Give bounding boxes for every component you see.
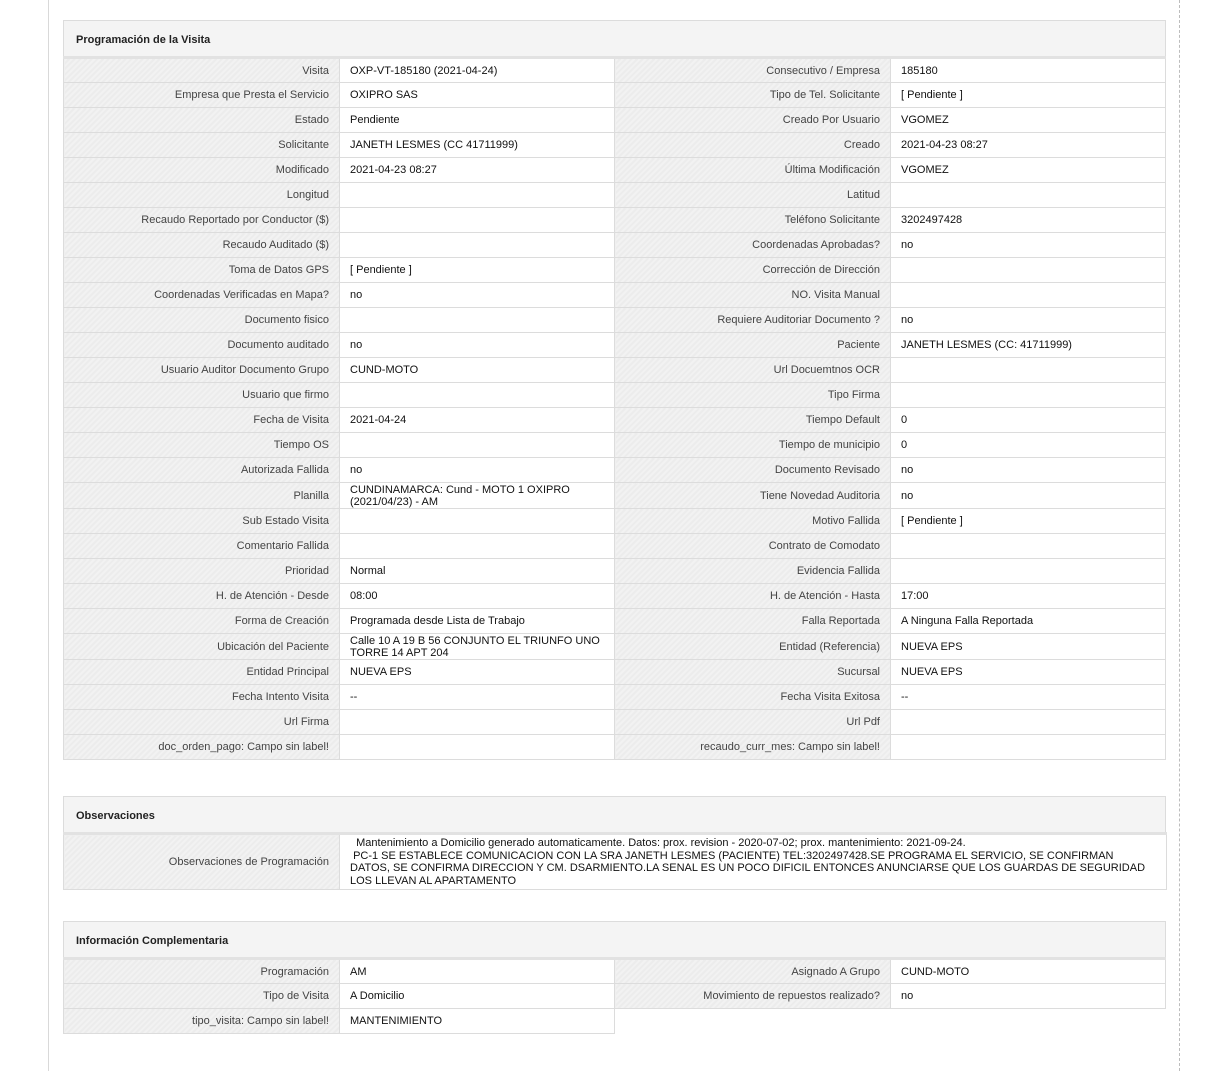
field-label: Teléfono Solicitante: [615, 208, 891, 233]
field-label: Evidencia Fallida: [615, 559, 891, 584]
field-value: no: [891, 483, 1166, 509]
empty-cell: [615, 1009, 891, 1034]
table-row: [64, 609, 1166, 634]
field-label: Tipo de Tel. Solicitante: [615, 83, 891, 108]
field-value: AM: [340, 959, 615, 984]
field-value: no: [891, 233, 1166, 258]
field-value: CUNDINAMARCA: Cund - MOTO 1 OXIPRO (2021/04/23) - AM: [340, 483, 615, 509]
table-row: [64, 660, 1166, 685]
table-row: [64, 1009, 1166, 1034]
field-value: OXIPRO SAS: [340, 83, 615, 108]
field-value: 185180: [891, 58, 1166, 83]
informacion-complementaria-section: [63, 921, 1166, 1034]
field-label: Empresa que Presta el Servicio: [64, 83, 340, 108]
field-label: Solicitante: [64, 133, 340, 158]
table-row: [64, 383, 1166, 408]
empty-cell: [891, 1009, 1166, 1034]
field-label: tipo_visita: Campo sin label!: [64, 1009, 340, 1034]
field-label: Usuario Auditor Documento Grupo: [64, 358, 340, 383]
field-label: Comentario Fallida: [64, 534, 340, 559]
section-title: Observaciones: [76, 809, 155, 822]
table-row: [64, 984, 1166, 1009]
field-label: Toma de Datos GPS: [64, 258, 340, 283]
table-row: [64, 358, 1166, 383]
field-value: [891, 534, 1166, 559]
field-label: Asignado A Grupo: [615, 959, 891, 984]
section-title: Información Complementaria: [76, 934, 229, 947]
field-value: no: [891, 458, 1166, 483]
field-label: Última Modificación: [615, 158, 891, 183]
field-label: Url Firma: [64, 710, 340, 735]
field-label: Falla Reportada: [615, 609, 891, 634]
table-row: [64, 433, 1166, 458]
field-value: no: [340, 333, 615, 358]
field-label: Programación: [64, 959, 340, 984]
field-value: [340, 710, 615, 735]
field-label: Creado Por Usuario: [615, 108, 891, 133]
field-value: OXP-VT-185180 (2021-04-24): [340, 58, 615, 83]
table-row: [64, 158, 1166, 183]
field-value: A Domicilio: [340, 984, 615, 1009]
field-label: Coordenadas Verificadas en Mapa?: [64, 283, 340, 308]
field-label: recaudo_curr_mes: Campo sin label!: [615, 735, 891, 760]
table-row: [64, 509, 1166, 534]
field-label: Documento Revisado: [615, 458, 891, 483]
field-label: Movimiento de repuestos realizado?: [615, 984, 891, 1009]
field-label: Observaciones de Programación: [64, 834, 340, 890]
field-value: [340, 233, 615, 258]
field-value: 2021-04-23 08:27: [340, 158, 615, 183]
observaciones-value: Mantenimiento a Domicilio generado automaticamente. Datos: prox. revision - 2020-07-02; prox. mantenimiento: 2021-09-24. PC-1 SE ESTABLECE COMUNICACION CON LA SRA JANETH LESMES (PACIENTE) TEL:3202497428.SE PROGRAMA EL SERVICIO, SE CONFIRMAN DATOS, SE CONFIRMA DIRECCION Y CM. DSARMIENTO.LA SENAL ES UN POCO DIFICIL ENTONCES ANUNCIARSE QUE LOS GUARDAS DE SEGURIDAD LOS LLEVAN AL APARTAMENTO: [340, 834, 1167, 890]
table-row: [64, 959, 1166, 984]
field-value: [891, 183, 1166, 208]
field-value: --: [891, 685, 1166, 710]
section-header: [63, 921, 1166, 957]
field-value: [891, 735, 1166, 760]
field-value: NUEVA EPS: [891, 660, 1166, 685]
field-label: Latitud: [615, 183, 891, 208]
field-value: no: [891, 984, 1166, 1009]
observaciones-section: [63, 796, 1166, 890]
table-row: [64, 634, 1166, 660]
table-row: [64, 83, 1166, 108]
field-label: Ubicación del Paciente: [64, 634, 340, 660]
field-value: NUEVA EPS: [891, 634, 1166, 660]
field-value: [ Pendiente ]: [340, 258, 615, 283]
field-value: [891, 283, 1166, 308]
field-value: [891, 358, 1166, 383]
field-label: H. de Atención - Hasta: [615, 584, 891, 609]
field-label: Visita: [64, 58, 340, 83]
field-value: [891, 559, 1166, 584]
field-value: VGOMEZ: [891, 158, 1166, 183]
field-label: Consecutivo / Empresa: [615, 58, 891, 83]
field-value: NUEVA EPS: [340, 660, 615, 685]
field-label: NO. Visita Manual: [615, 283, 891, 308]
table-row: [64, 534, 1166, 559]
table-row: [64, 408, 1166, 433]
field-value: 17:00: [891, 584, 1166, 609]
table-row: [64, 483, 1166, 509]
programacion-visita-section: [63, 20, 1166, 760]
table-row: [64, 735, 1166, 760]
left-divider: [48, 0, 49, 1071]
section-header: [63, 20, 1166, 56]
field-value: no: [340, 283, 615, 308]
field-label: Tipo de Visita: [64, 984, 340, 1009]
field-label: Sub Estado Visita: [64, 509, 340, 534]
table-row: [64, 685, 1166, 710]
field-label: Planilla: [64, 483, 340, 509]
field-value: [340, 735, 615, 760]
field-value: [340, 383, 615, 408]
field-label: Fecha de Visita: [64, 408, 340, 433]
field-label: doc_orden_pago: Campo sin label!: [64, 735, 340, 760]
field-value: Normal: [340, 559, 615, 584]
field-value: [ Pendiente ]: [891, 509, 1166, 534]
table-row: [64, 458, 1166, 483]
section-header: [63, 796, 1166, 832]
field-label: Autorizada Fallida: [64, 458, 340, 483]
section-title: Programación de la Visita: [76, 33, 211, 46]
field-label: Entidad (Referencia): [615, 634, 891, 660]
field-label: Creado: [615, 133, 891, 158]
table-row: [64, 559, 1166, 584]
field-label: Estado: [64, 108, 340, 133]
field-value: 2021-04-24: [340, 408, 615, 433]
right-dashed-divider: [1179, 0, 1180, 1071]
field-label: Modificado: [64, 158, 340, 183]
field-label: Tiempo Default: [615, 408, 891, 433]
field-value: VGOMEZ: [891, 108, 1166, 133]
field-value: 0: [891, 433, 1166, 458]
field-label: Url Docuemtnos OCR: [615, 358, 891, 383]
field-value: Programada desde Lista de Trabajo: [340, 609, 615, 634]
field-label: Documento auditado: [64, 333, 340, 358]
observaciones-table: [63, 832, 1167, 890]
field-value: 08:00: [340, 584, 615, 609]
field-label: Requiere Auditoriar Documento ?: [615, 308, 891, 333]
table-row: [64, 58, 1166, 83]
field-label: Contrato de Comodato: [615, 534, 891, 559]
field-value: A Ninguna Falla Reportada: [891, 609, 1166, 634]
field-value: JANETH LESMES (CC: 41711999): [891, 333, 1166, 358]
visita-fields-table: [63, 56, 1166, 760]
field-label: Motivo Fallida: [615, 509, 891, 534]
table-row: [64, 133, 1166, 158]
field-label: Paciente: [615, 333, 891, 358]
field-value: 3202497428: [891, 208, 1166, 233]
field-label: Fecha Visita Exitosa: [615, 685, 891, 710]
complementaria-fields-table: [63, 957, 1166, 1034]
field-value: [340, 433, 615, 458]
field-value: 2021-04-23 08:27: [891, 133, 1166, 158]
field-label: Entidad Principal: [64, 660, 340, 685]
field-value: [ Pendiente ]: [891, 83, 1166, 108]
field-value: [891, 258, 1166, 283]
table-row: [64, 308, 1166, 333]
field-label: Coordenadas Aprobadas?: [615, 233, 891, 258]
table-row: [64, 333, 1166, 358]
field-value: 0: [891, 408, 1166, 433]
field-value: [340, 534, 615, 559]
field-label: Url Pdf: [615, 710, 891, 735]
table-row: [64, 710, 1166, 735]
field-label: Prioridad: [64, 559, 340, 584]
table-row: [64, 108, 1166, 133]
field-value: no: [891, 308, 1166, 333]
field-label: Forma de Creación: [64, 609, 340, 634]
table-row: [64, 834, 1167, 890]
field-value: [340, 509, 615, 534]
table-row: [64, 208, 1166, 233]
field-value: JANETH LESMES (CC 41711999): [340, 133, 615, 158]
field-label: Tiene Novedad Auditoria: [615, 483, 891, 509]
field-label: Tiempo de municipio: [615, 433, 891, 458]
field-label: Sucursal: [615, 660, 891, 685]
field-value: [891, 710, 1166, 735]
field-value: MANTENIMIENTO: [340, 1009, 615, 1034]
field-value: [891, 383, 1166, 408]
table-row: [64, 233, 1166, 258]
field-label: Fecha Intento Visita: [64, 685, 340, 710]
field-value: [340, 183, 615, 208]
table-row: [64, 183, 1166, 208]
field-label: Longitud: [64, 183, 340, 208]
field-value: Calle 10 A 19 B 56 CONJUNTO EL TRIUNFO UNO TORRE 14 APT 204: [340, 634, 615, 660]
field-value: --: [340, 685, 615, 710]
field-label: H. de Atención - Desde: [64, 584, 340, 609]
field-value: [340, 208, 615, 233]
field-value: CUND-MOTO: [891, 959, 1166, 984]
field-value: no: [340, 458, 615, 483]
table-row: [64, 283, 1166, 308]
field-label: Recaudo Reportado por Conductor ($): [64, 208, 340, 233]
field-label: Usuario que firmo: [64, 383, 340, 408]
field-label: Tiempo OS: [64, 433, 340, 458]
table-row: [64, 258, 1166, 283]
field-label: Corrección de Dirección: [615, 258, 891, 283]
field-label: Recaudo Auditado ($): [64, 233, 340, 258]
field-label: Tipo Firma: [615, 383, 891, 408]
field-label: Documento fisico: [64, 308, 340, 333]
field-value: [340, 308, 615, 333]
field-value: Pendiente: [340, 108, 615, 133]
field-value: CUND-MOTO: [340, 358, 615, 383]
table-row: [64, 584, 1166, 609]
